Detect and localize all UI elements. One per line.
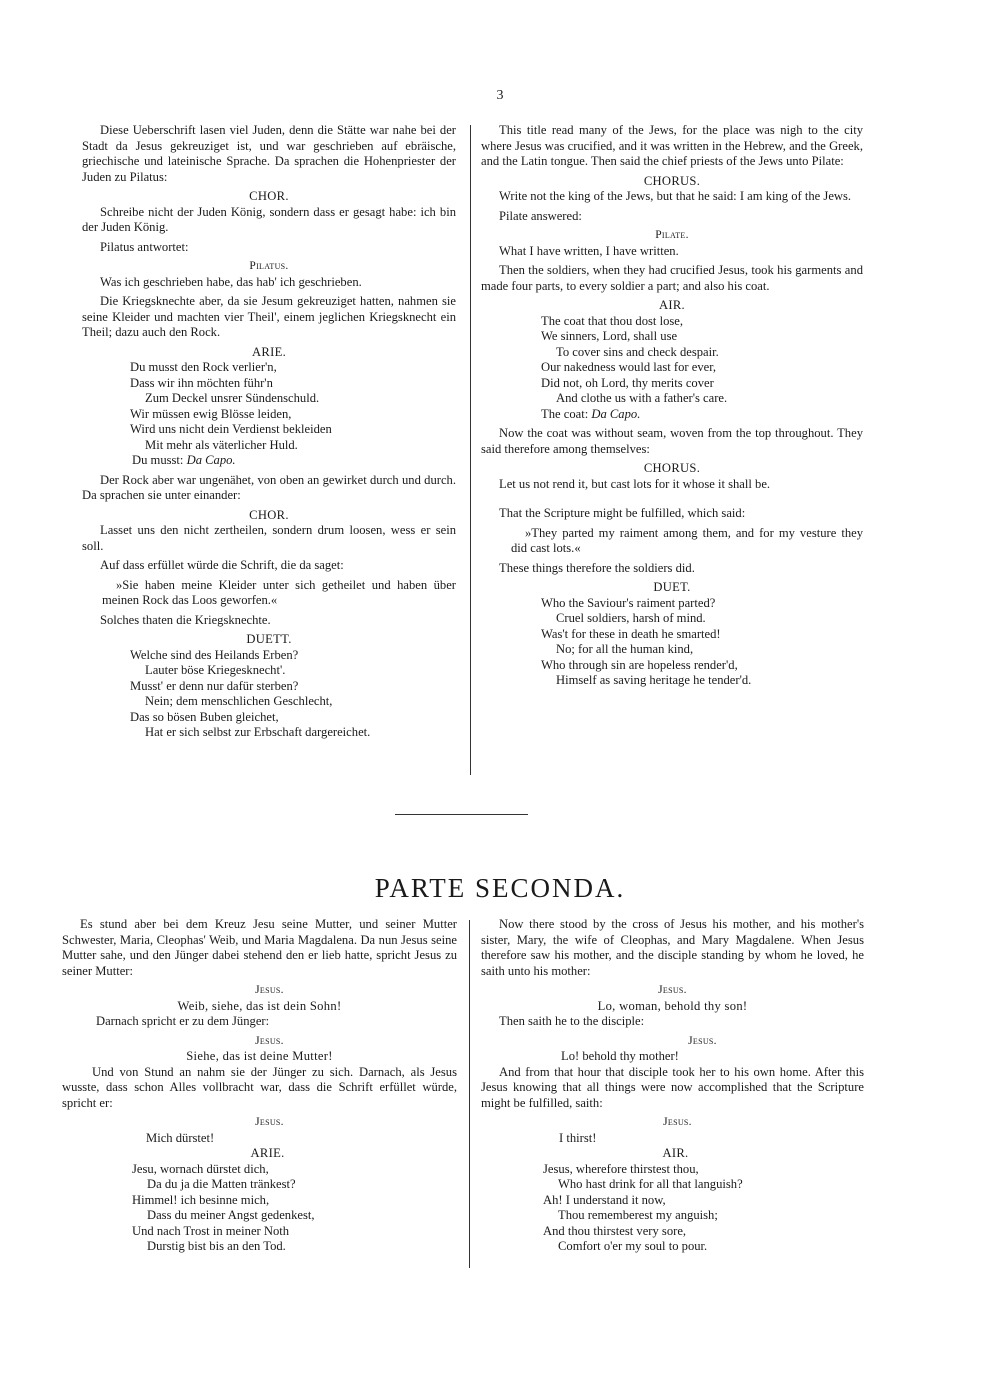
arie-verse	[62, 1162, 457, 1255]
chor-text: Lasset uns den nicht zertheilen, sondern drum loosen, wess er sein soll.	[82, 523, 456, 553]
german-paragraph: Der Rock aber war ungenähet, von oben an gewirket durch und durch. Da sprachen sie unter einander:	[82, 472, 456, 502]
air-verse	[481, 314, 863, 407]
heading-jesus: Jesus.	[255, 984, 284, 996]
verse-line: To cover sins and check despair.	[556, 344, 719, 359]
verse-line: Du musst den Rock verlier'n,	[130, 360, 277, 374]
german-paragraph: Solches thaten die Kriegsknechte.	[100, 612, 271, 627]
verse-line: The coat that thou dost lose,	[541, 313, 683, 328]
da-capo-line	[481, 407, 863, 423]
heading-chorus: CHORUS.	[643, 173, 701, 188]
chor-text: Schreibe nicht der Juden König, sondern dass er gesagt habe: ich bin der Juden König.	[82, 204, 456, 234]
section-divider	[395, 814, 528, 815]
verse-line: Dass du meiner Angst gedenkest,	[147, 1208, 315, 1222]
verse-line: Jesus, wherefore thirstest thou,	[543, 1161, 699, 1176]
german-paragraph: Pilatus antwortet:	[100, 239, 189, 254]
german-column-part-one	[82, 123, 456, 741]
english-paragraph: And from that hour that disciple took her to his own home. After this Jesus knowing that all things were now accomplished that the Scripture might be fulfilled, saith:	[481, 1064, 864, 1110]
verse-line: Who hast drink for all that languish?	[558, 1177, 743, 1191]
german-column-part-two	[62, 917, 457, 1255]
verse-line: Who the Saviour's raiment parted?	[541, 595, 716, 610]
english-paragraph: Now the coat was without seam, woven from the top throughout. They said therefore among themselves:	[481, 426, 863, 456]
verse-line: Wird uns nicht dein Verdienst bekleiden	[130, 422, 332, 436]
verse-line: Himmel! ich besinne mich,	[132, 1192, 270, 1207]
heading-jesus: Jesus.	[688, 1034, 717, 1047]
da-capo-label: Du musst:	[132, 453, 184, 467]
verse-line: Did not, oh Lord, thy merits cover	[541, 375, 714, 390]
verse-line: Mit mehr als väterlicher Huld.	[145, 437, 298, 452]
heading-jesus: Jesus.	[255, 1116, 284, 1128]
verse-line: Ah! I understand it now,	[543, 1192, 666, 1207]
german-paragraph: Diese Ueberschrift lasen viel Juden, denn die Stätte war nahe bei der Stadt da Jesus gekreuziget ist, und war geschrieben auf ebräische, griechische und lateinische Sprache. Da sprachen die Hohenpriester der Juden zu Pilatus:	[82, 123, 456, 184]
page-number: 3	[496, 88, 504, 103]
verse-line: Und nach Trost in meiner Noth	[132, 1223, 290, 1238]
scripture-quote: »They parted my raiment among them, and for my vesture they did cast lots.«	[511, 525, 863, 555]
pilatus-text: Was ich geschrieben habe, das hab' ich geschrieben.	[100, 274, 362, 289]
da-capo: Da Capo.	[186, 453, 236, 467]
verse-line: Durstig bist bis an den Tod.	[147, 1239, 286, 1253]
heading-chor: CHOR.	[249, 507, 289, 522]
jesus-words: Weib, siehe, das ist dein Sohn!	[177, 998, 342, 1013]
german-paragraph: Darnach spricht er zu dem Jünger:	[96, 1014, 270, 1028]
heading-jesus: Jesus.	[663, 1116, 692, 1128]
verse-line: Nein; dem menschlichen Geschlecht,	[145, 694, 333, 708]
verse-line: Dass wir ihn möchten führ'n	[130, 375, 273, 390]
column-divider	[469, 920, 470, 1268]
heading-arie: ARIE.	[250, 1146, 285, 1160]
english-paragraph: That the Scripture might be fulfilled, which said:	[499, 506, 746, 520]
verse-line: And thou thirstest very sore,	[543, 1223, 687, 1238]
verse-line: Das so bösen Buben gleichet,	[130, 709, 279, 724]
jesus-words: Lo! behold thy mother!	[561, 1049, 679, 1063]
english-paragraph: This title read many of the Jews, for the place was nigh to the city where Jesus was crucified, and it was written in the Hebrew, and the Greek, and the Latin tongue. Then said the chief priests of the Jews unto Pilate:	[481, 123, 863, 168]
english-paragraph: Pilate answered:	[499, 208, 582, 223]
heading-air: AIR.	[662, 1146, 689, 1160]
duett-verse	[82, 648, 456, 741]
part-title: PARTE SECONDA.	[374, 873, 626, 903]
da-capo-label: The coat:	[541, 406, 589, 421]
verse-line: Hat er sich selbst zur Erbschaft dargereichet.	[145, 725, 371, 739]
da-capo-line	[82, 453, 456, 469]
column-divider	[470, 125, 471, 775]
english-column-part-one	[481, 123, 863, 689]
jesus-words: I thirst!	[559, 1130, 597, 1145]
heading-duet: DUET.	[653, 580, 691, 594]
verse-line: Thou rememberest my anguish;	[558, 1208, 718, 1222]
verse-line: Wir müssen ewig Blösse leiden,	[130, 406, 292, 421]
verse-line: And clothe us with a father's care.	[556, 391, 728, 405]
verse-line: Zum Deckel unsrer Sündenschuld.	[145, 391, 320, 405]
chorus-text: Write not the king of the Jews, but that he said: I am king of the Jews.	[499, 189, 852, 203]
english-paragraph: These things therefore the soldiers did.	[499, 560, 695, 575]
pilate-text: What I have written, I have written.	[499, 243, 679, 258]
german-paragraph: Es stund aber bei dem Kreuz Jesu seine Mutter, und seiner Mutter Schwester, Maria, Cleophas' Weib, und Maria Magdalena. Da nun Jesus seine Mutter sahe, und den Jünger dabei stehend den er lieb hatte, spricht Jesus zu seiner Mutter:	[62, 917, 457, 978]
english-column-part-two	[481, 917, 864, 1255]
duet-verse	[481, 596, 863, 689]
german-paragraph: Die Kriegsknechte aber, da sie Jesum gekreuziget hatten, nahmen sie seine Kleider und machten vier Theil', einem jeglichen Kriegsknecht ein Theil; dazu auch den Rock.	[82, 294, 456, 339]
jesus-words: Siehe, das ist deine Mutter!	[186, 1049, 333, 1063]
verse-line: Lauter böse Kriegesknecht'.	[145, 663, 286, 677]
verse-line: We sinners, Lord, shall use	[541, 329, 678, 343]
jesus-words: Mich dürstet!	[146, 1130, 215, 1145]
verse-line: No; for all the human kind,	[556, 642, 694, 656]
jesus-words: Lo, woman, behold thy son!	[597, 998, 748, 1013]
heading-jesus: Jesus.	[658, 984, 687, 996]
german-paragraph: Auf dass erfüllet würde die Schrift, die da saget:	[100, 558, 344, 572]
english-paragraph: Then the soldiers, when they had crucified Jesus, took his garments and made four parts, to every soldier a part; and also his coat.	[481, 263, 863, 293]
da-capo: Da Capo.	[591, 406, 641, 421]
verse-line: Was't for these in death he smarted!	[541, 626, 721, 641]
heading-pilate: Pilate.	[655, 229, 689, 241]
heading-chorus: CHORUS.	[643, 461, 701, 475]
verse-line: Musst' er denn nur dafür sterben?	[130, 678, 299, 693]
german-paragraph: Und von Stund an nahm sie der Jünger zu sich. Darnach, als Jesus wusste, dass schon Alles vollbracht war, dass die Schrift erfüllet würde, spricht er:	[62, 1064, 457, 1110]
heading-chor: CHOR.	[249, 189, 289, 203]
heading-arie: ARIE.	[251, 344, 287, 359]
heading-pilatus: Pilatus.	[249, 260, 289, 272]
verse-line: Our nakedness would last for ever,	[541, 360, 717, 374]
verse-line: Who through sin are hopeless render'd,	[541, 657, 738, 672]
verse-line: Cruel soldiers, harsh of mind.	[556, 611, 706, 625]
heading-duett: DUETT.	[246, 632, 292, 646]
verse-line: Welche sind des Heilands Erben?	[130, 647, 299, 662]
heading-air: AIR.	[658, 298, 686, 312]
chorus-text: Let us not rend it, but cast lots for it whose it shall be.	[499, 476, 771, 491]
verse-line: Himself as saving heritage he tender'd.	[556, 673, 752, 687]
scripture-quote: »Sie haben meine Kleider unter sich getheilet und haben über meinen Rock das Loos geworfen.«	[102, 577, 456, 607]
english-paragraph: Now there stood by the cross of Jesus his mother, and his mother's sister, Mary, the wife of Cleophas, and Mary Magdalene. When Jesus therefore saw his mother, and the disciple standing by whom he loved, he saith unto his mother:	[481, 917, 864, 978]
verse-line: Comfort o'er my soul to pour.	[558, 1239, 708, 1253]
english-paragraph: Then saith he to the disciple:	[499, 1014, 645, 1028]
arie-verse	[82, 360, 456, 453]
verse-line: Da du ja die Matten tränkest?	[147, 1177, 296, 1191]
heading-jesus: Jesus.	[255, 1034, 284, 1047]
verse-line: Jesu, wornach dürstet dich,	[132, 1161, 269, 1176]
air-verse	[481, 1162, 864, 1255]
